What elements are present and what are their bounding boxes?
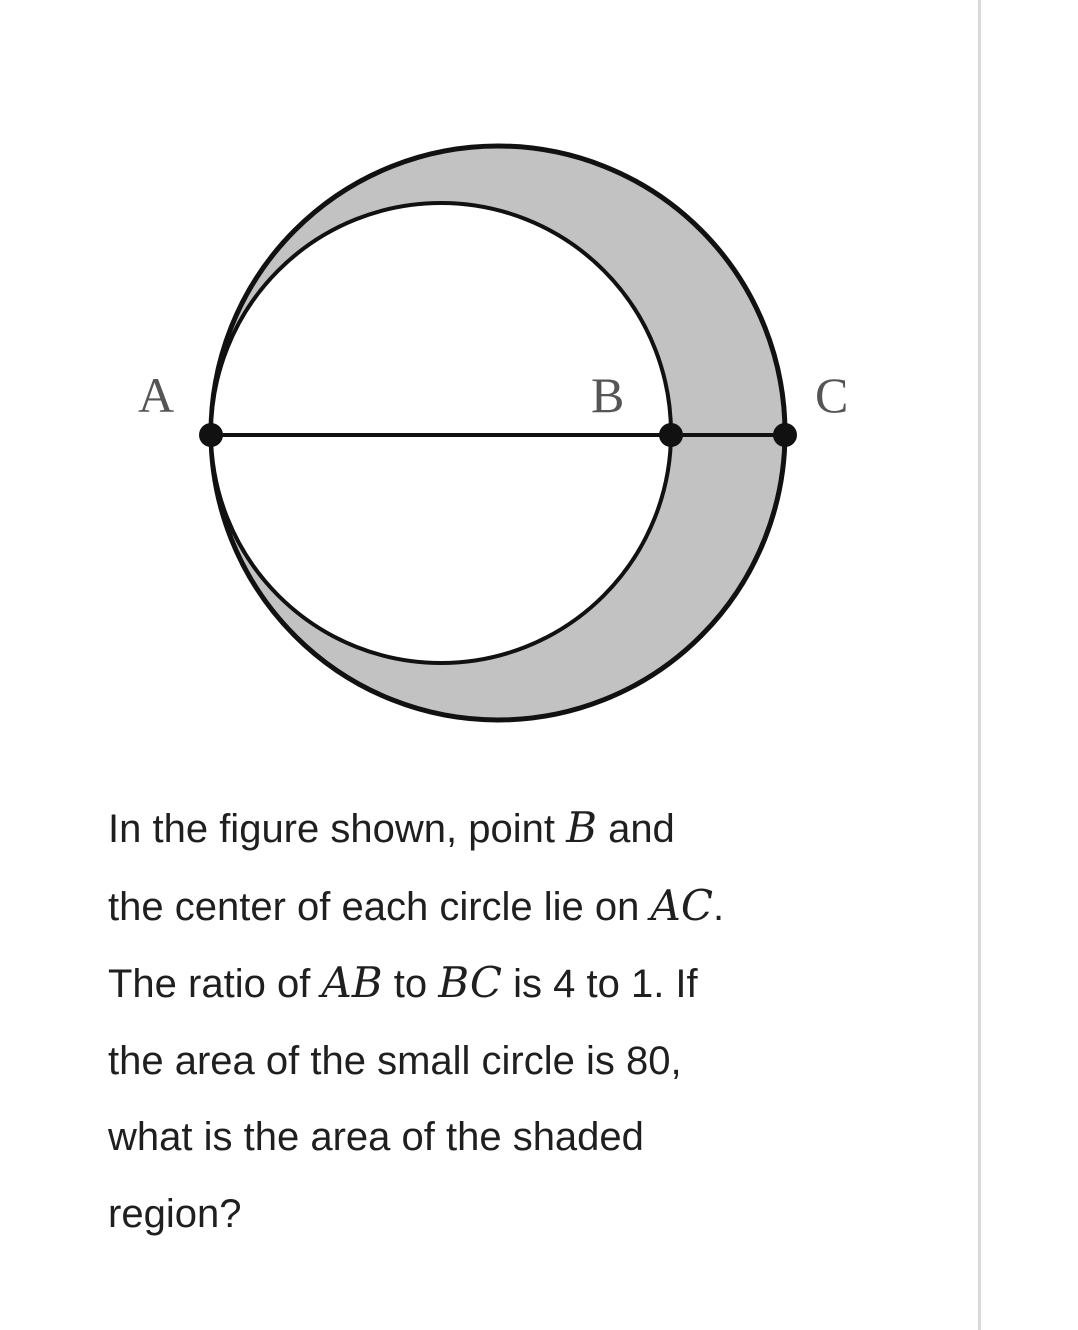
question-line-2: the center of each circle lie on AC. [108, 880, 725, 930]
point-a [199, 423, 223, 447]
point-b [659, 423, 683, 447]
math-var-b: B [566, 803, 597, 852]
math-var-ab: AB [321, 958, 383, 1007]
question-line-3: The ratio of AB to BC is 4 to 1. If [108, 958, 698, 1007]
question-line-6: region? [108, 1191, 242, 1236]
question-text [108, 790, 908, 1252]
label-c: C [815, 367, 849, 423]
point-c [773, 423, 797, 447]
question-line-5: what is the area of the shaded [108, 1115, 644, 1159]
label-a: A [138, 367, 175, 423]
question-line-1: In the figure shown, point B and [108, 803, 675, 852]
math-var-ac: AC [650, 880, 713, 930]
label-b: B [591, 367, 625, 423]
question-line-4: the area of the small circle is 80, [108, 1038, 682, 1083]
math-var-bc: BC [438, 958, 503, 1007]
